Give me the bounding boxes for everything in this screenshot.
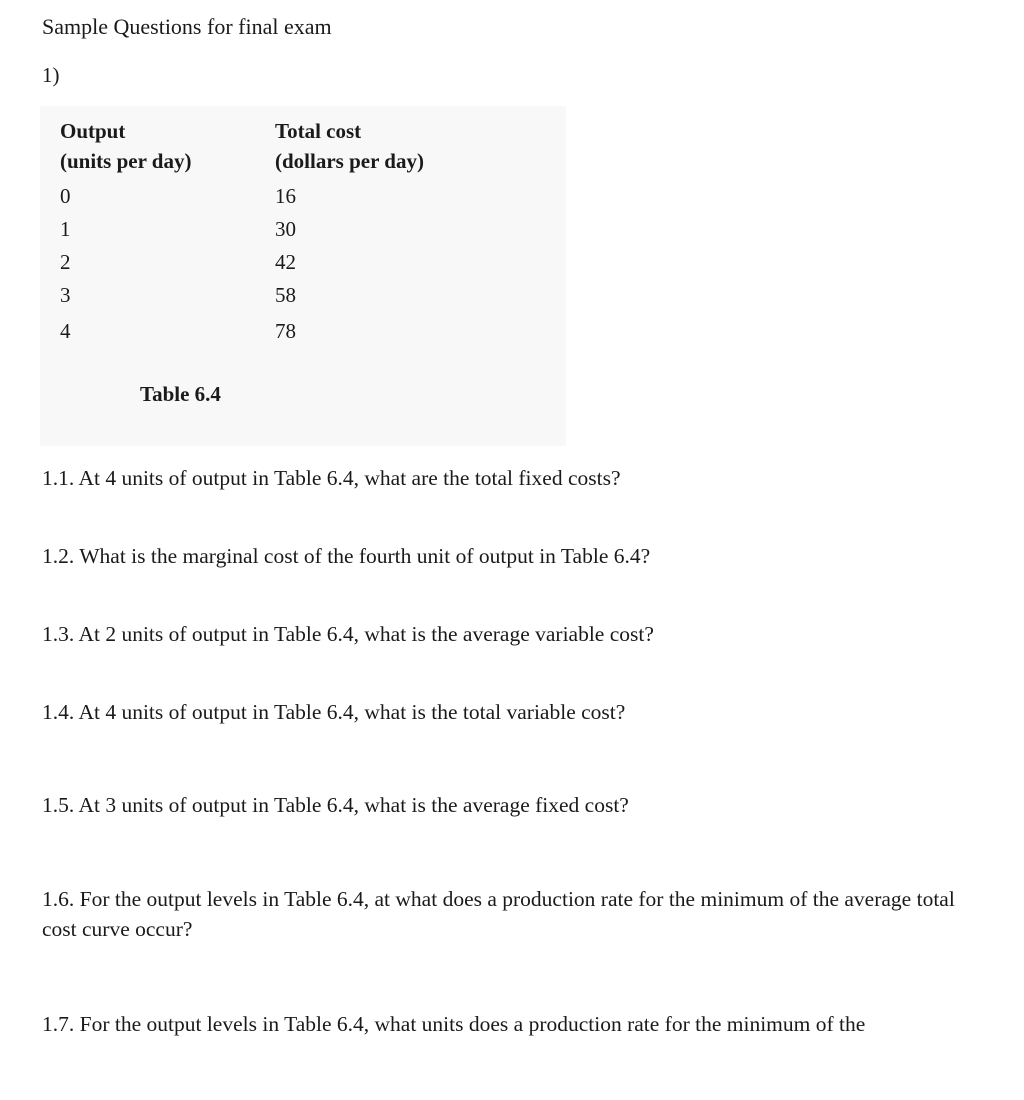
question-1-2: 1.2. What is the marginal cost of the fourth unit of output in Table 6.4? bbox=[42, 544, 651, 568]
table-caption: Table 6.4 bbox=[140, 382, 221, 406]
question-1-4: 1.4. At 4 units of output in Table 6.4, what is the total variable cost? bbox=[42, 700, 626, 724]
output-cell: 4 bbox=[60, 319, 71, 343]
output-column-header bbox=[60, 116, 191, 176]
page-title: Sample Questions for final exam bbox=[42, 14, 332, 39]
output-cell: 2 bbox=[60, 250, 71, 274]
question-1-7: 1.7. For the output levels in Table 6.4, what units does a production rate for the minimum of the bbox=[42, 1012, 866, 1036]
cost-table bbox=[40, 106, 566, 446]
question-1-1: 1.1. At 4 units of output in Table 6.4, what are the total fixed costs? bbox=[42, 466, 621, 490]
question-1-5: 1.5. At 3 units of output in Table 6.4, what is the average fixed cost? bbox=[42, 793, 629, 817]
total-cost-header-line2: (dollars per day) bbox=[275, 149, 424, 173]
output-header-line1: Output bbox=[60, 119, 126, 143]
total-cost-cell: 58 bbox=[275, 283, 296, 307]
output-cell: 3 bbox=[60, 283, 71, 307]
question-1-6: 1.6. For the output levels in Table 6.4, at what does a production rate for the minimum of the average total cost curve occur? bbox=[42, 887, 955, 941]
total-cost-cell: 78 bbox=[275, 319, 296, 343]
question-1-3: 1.3. At 2 units of output in Table 6.4, what is the average variable cost? bbox=[42, 622, 654, 646]
output-cell: 0 bbox=[60, 184, 71, 208]
total-cost-header-line1: Total cost bbox=[275, 119, 362, 143]
total-cost-cell: 16 bbox=[275, 184, 296, 208]
output-header-line2: (units per day) bbox=[60, 149, 192, 173]
total-cost-cell: 42 bbox=[275, 250, 296, 274]
total-cost-cell: 30 bbox=[275, 217, 296, 241]
question-number: 1) bbox=[42, 63, 60, 87]
output-cell: 1 bbox=[60, 217, 71, 241]
total-cost-column-header bbox=[275, 116, 424, 176]
